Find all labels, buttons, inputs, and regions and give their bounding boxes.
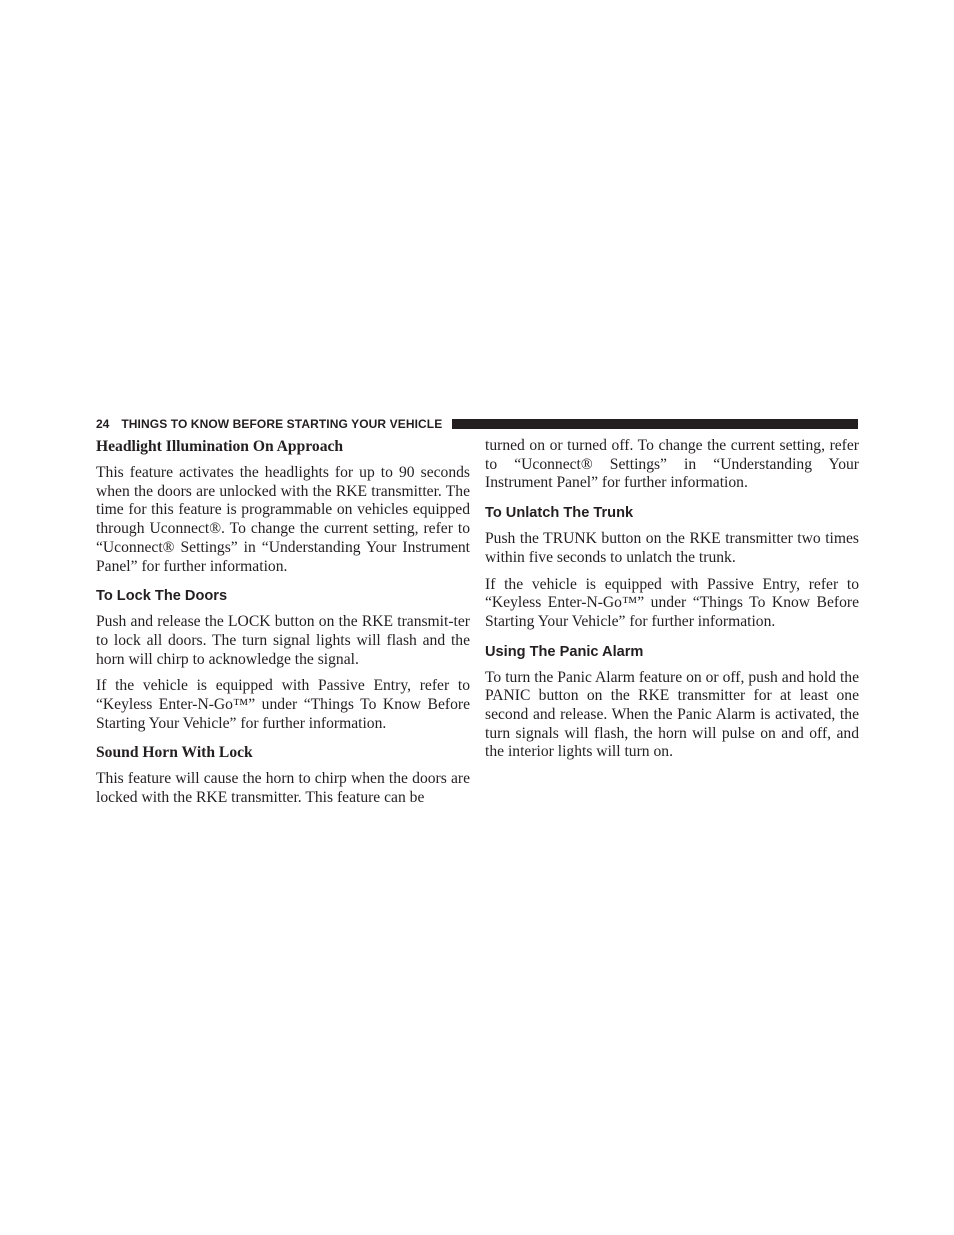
panic-alarm-paragraph: To turn the Panic Alarm feature on or off, push and hold the PANIC button on the RKE transmitter for at least one second and release. When the Panic Alarm is activated, the turn signals will flash, the horn will pulse on and off, and the interior lights will turn on. [485, 668, 859, 761]
page-number: 24 [96, 417, 110, 431]
sound-horn-paragraph: This feature will cause the horn to chirp when the doors are locked with the RKE transmitter. This feature can be [96, 770, 470, 807]
headlight-heading: Headlight Illumination On Approach [96, 438, 344, 455]
lock-doors-heading: To Lock The Doors [96, 588, 228, 605]
sound-horn-continued: turned on or turned off. To change the current setting, refer to “Uconnect® Settings” in “Understanding Your Instrument Panel” for further information. [485, 437, 859, 492]
sound-horn-heading: Sound Horn With Lock [96, 744, 253, 762]
unlatch-trunk-paragraph-1: Push the TRUNK button on the RKE transmitter two times within five seconds to unlatch the trunk. [485, 530, 859, 566]
unlatch-trunk-heading: To Unlatch The Trunk [485, 505, 634, 522]
page-header [96, 416, 858, 432]
header-rule-bar [452, 419, 858, 429]
left-column [96, 437, 470, 816]
headlight-paragraph: This feature activates the headlights for up to 90 seconds when the doors are unlocked with the RKE transmitter. The time for this feature is programmable on vehicles equipped through Uconnect®. To change the current setting, refer to “Uconnect® Settings” in “Understanding Your Instrument Panel” for further information. [96, 464, 470, 575]
lock-doors-paragraph-1: Push and release the LOCK button on the RKE transmit-ter to lock all doors. The turn signal lights will flash and the horn will chirp to acknowledge the signal. [96, 613, 470, 668]
lock-doors-paragraph-2: If the vehicle is equipped with Passive Entry, refer to “Keyless Enter-N-Go™” under “Things To Know Before Starting Your Vehicle” for further information. [96, 677, 470, 732]
unlatch-trunk-paragraph-2: If the vehicle is equipped with Passive Entry, refer to “Keyless Enter-N-Go™” under “Things To Know Before Starting Your Vehicle” for further information. [485, 575, 859, 630]
running-title: THINGS TO KNOW BEFORE STARTING YOUR VEHICLE [121, 417, 443, 431]
panic-alarm-heading: Using The Panic Alarm [485, 643, 644, 660]
right-column [485, 437, 859, 770]
